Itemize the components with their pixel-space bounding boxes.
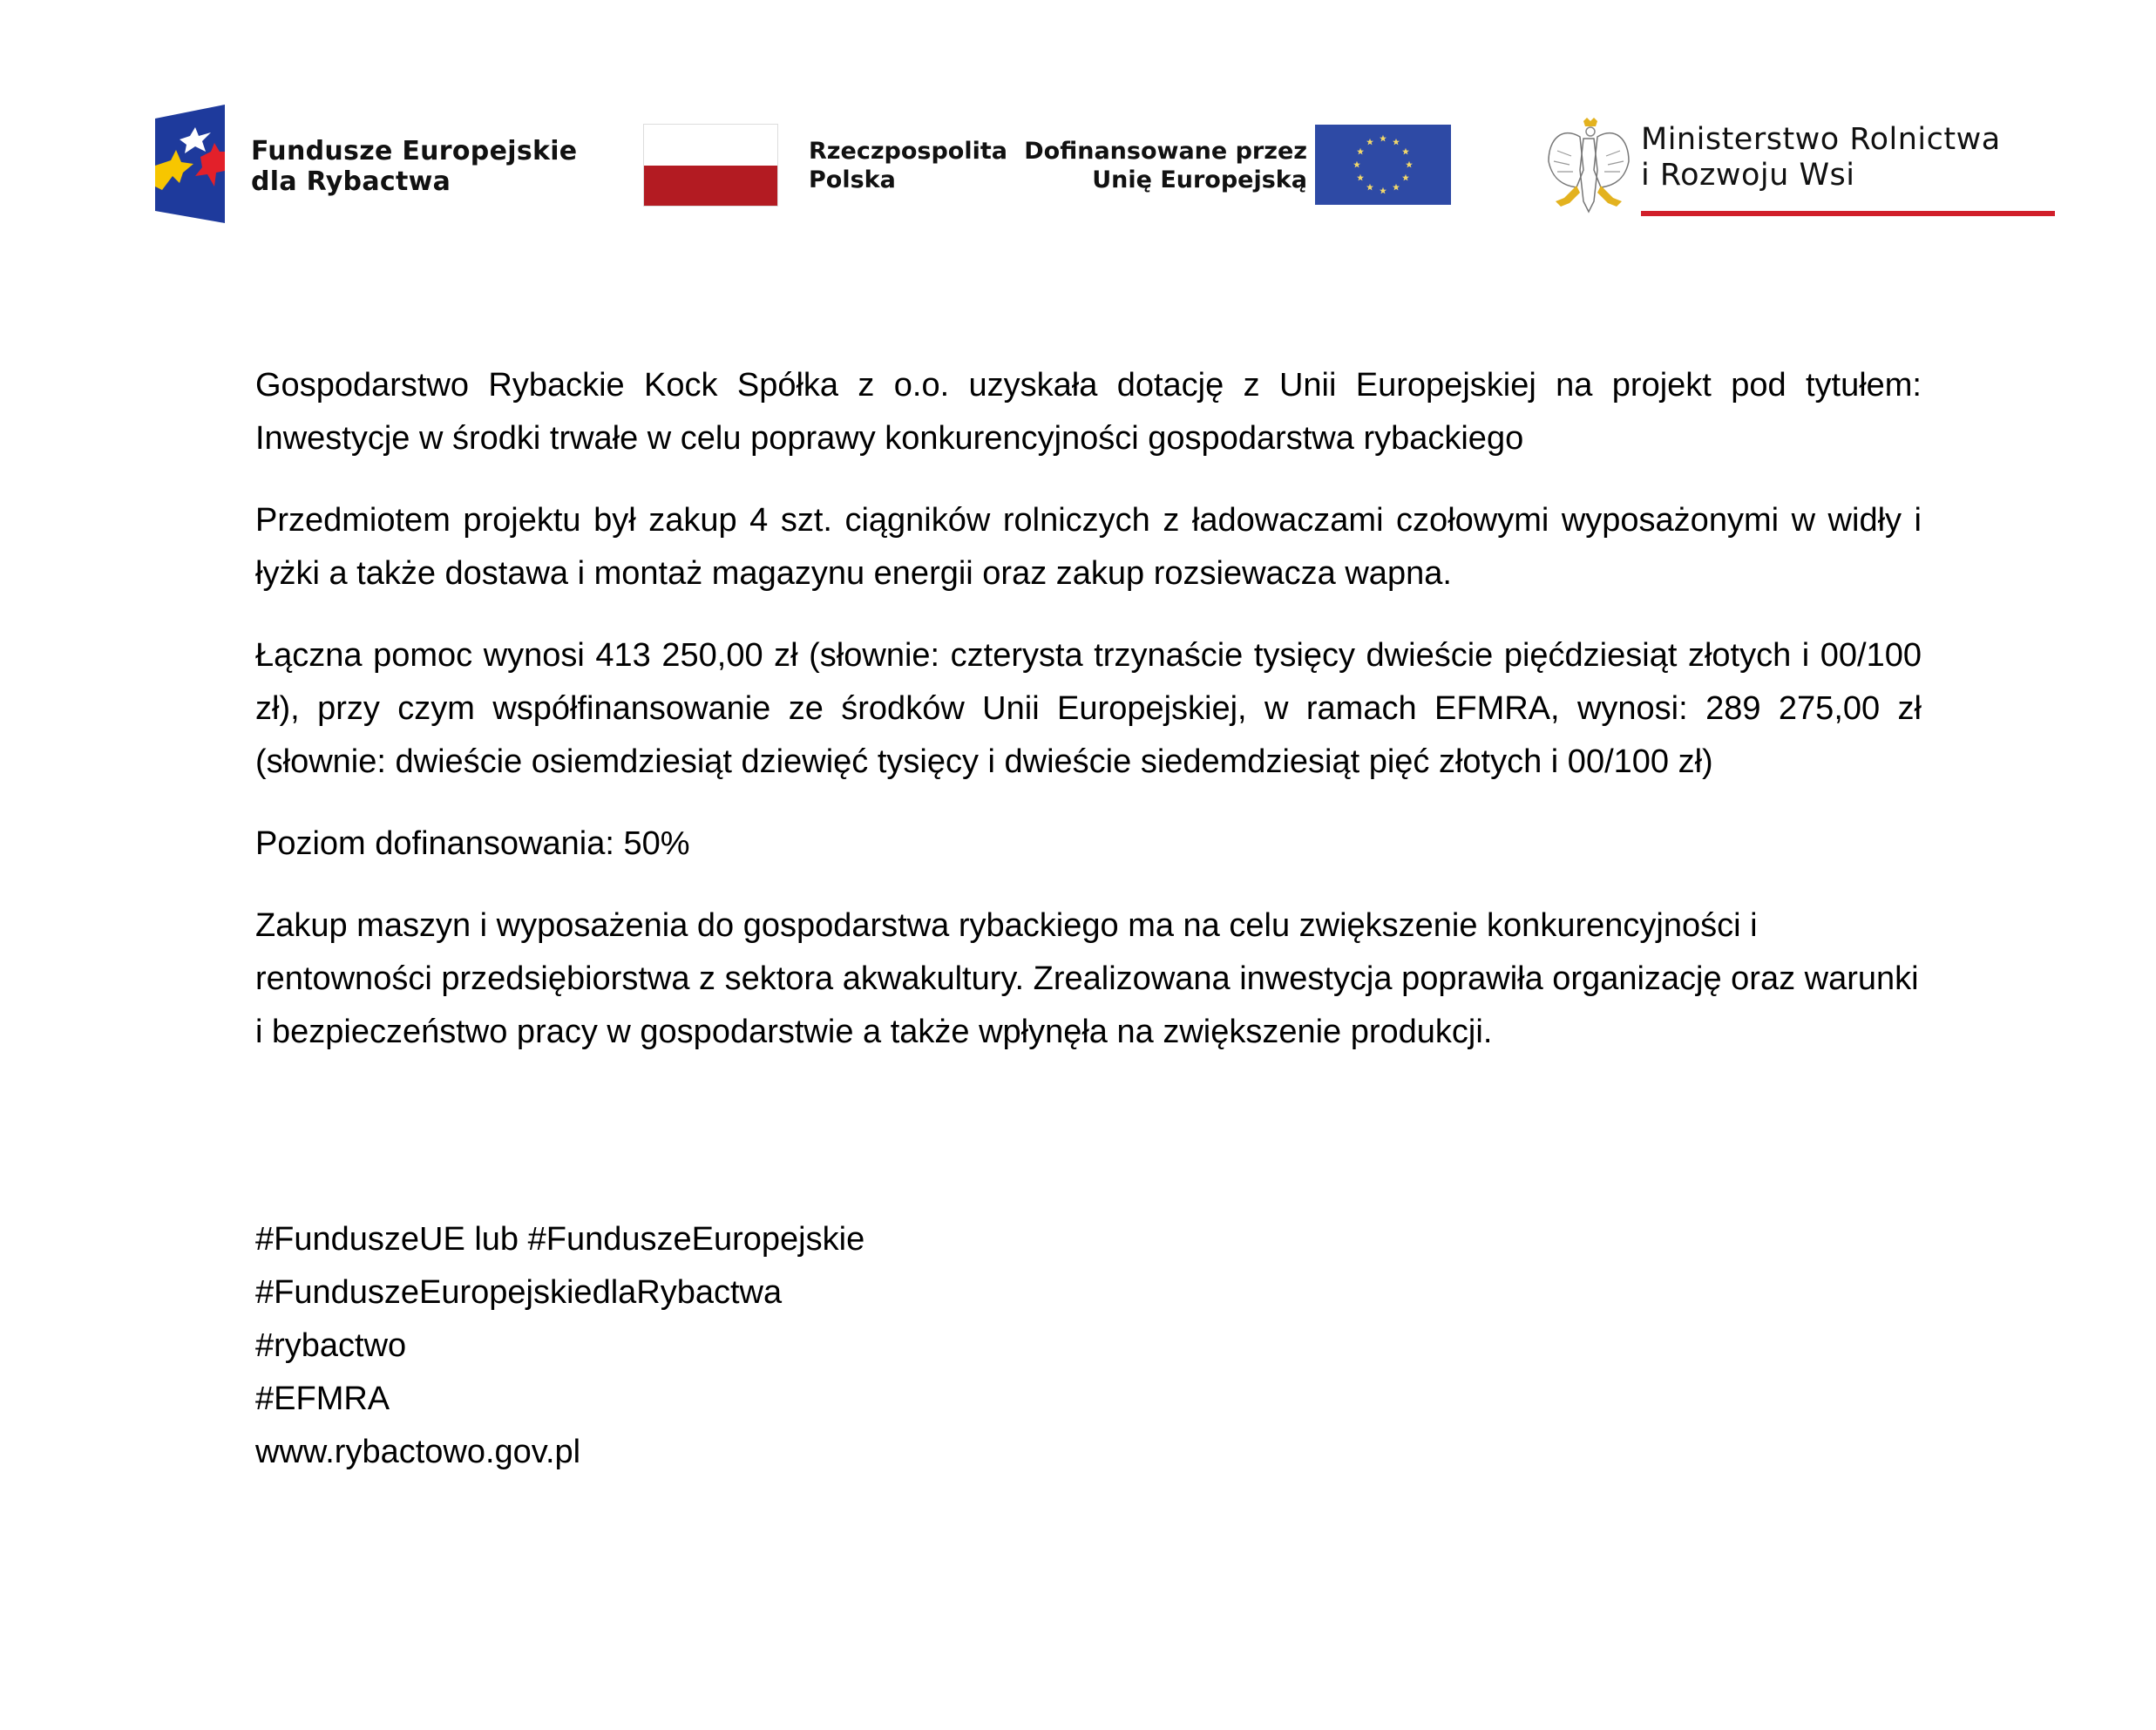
hashtag-line: #FunduszeEuropejskiedlaRybactwa — [255, 1274, 783, 1311]
eu-cofinanced-text — [1011, 137, 1307, 194]
hashtag-line: #EFMRA — [255, 1381, 390, 1417]
logo-line: Unię Europejską — [1092, 166, 1307, 193]
fundusze-europejskie-text — [251, 136, 577, 197]
funding-level-paragraph: Poziom dofinansowania: 50% — [255, 825, 690, 862]
project-scope-paragraph: Przedmiotem projektu był zakup 4 szt. ciągników rolniczych z ładowaczami czołowymi wyposażonymi w widły i łyżki a także dostawa i montaż magazynu energii oraz zakup rozsiewacza wapna. — [255, 502, 1922, 592]
announcement-body — [255, 359, 1922, 1088]
eu-flag-icon — [1315, 125, 1451, 205]
website-link[interactable]: www.rybactowo.gov.pl — [255, 1434, 581, 1470]
rzeczpospolita-polska-text — [809, 137, 1007, 194]
logo-line: i Rozwoju Wsi — [1641, 158, 1855, 193]
ministry-red-underline — [1641, 211, 2055, 216]
hashtag-line: #FunduszeUE lub #FunduszeEuropejskie — [255, 1221, 865, 1258]
logo-line: Rzeczpospolita — [809, 138, 1007, 165]
ministry-name-text — [1641, 122, 2001, 193]
project-goal-paragraph: Zakup maszyn i wyposażenia do gospodarstwa rybackiego ma na celu zwiększenie konkurencyjności i rentowności przedsiębiorstwa z sektora akwakultury. Zrealizowana inwestycja poprawiła organizację oraz warunki i bezpieczeństwo pracy w gospodarstwie a także wpłynęła na zwiększenie produkcji. — [255, 907, 1919, 1050]
hashtags-list — [255, 1213, 864, 1479]
logo-line: dla Rybactwa — [251, 166, 451, 197]
logo-line: Dofinansowane przez — [1024, 138, 1307, 165]
polish-flag-icon — [643, 124, 778, 207]
logo-line: Polska — [809, 166, 896, 193]
fundusze-europejskie-logo-icon — [153, 103, 227, 225]
logo-line: Fundusze Europejskie — [251, 136, 578, 166]
logo-line: Ministerstwo Rolnictwa — [1641, 122, 2001, 157]
project-title-paragraph: Gospodarstwo Rybackie Kock Spółka z o.o. uzyskała dotację z Unii Europejskiej na projekt pod tytułem: Inwestycje w środki trwałe w celu poprawy konkurencyjności gospodarstwa rybackiego — [255, 367, 1922, 457]
funding-amount-paragraph: Łączna pomoc wynosi 413 250,00 zł (słownie: czterysta trzynaście tysięcy dwieście pięćdziesiąt złotych i 00/100 zł), przy czym współfinansowanie ze środków Unii Europejskiej, w ramach EFMRA, wynosi: 289 275,00 zł (słownie: dwieście osiemdziesiąt dziewięć tysięcy i dwieście siedemdziesiąt pięć złotych i 00/100 zł) — [255, 637, 1922, 780]
polish-eagle-emblem-icon — [1545, 118, 1632, 215]
hashtag-line: #rybactwo — [255, 1327, 407, 1364]
